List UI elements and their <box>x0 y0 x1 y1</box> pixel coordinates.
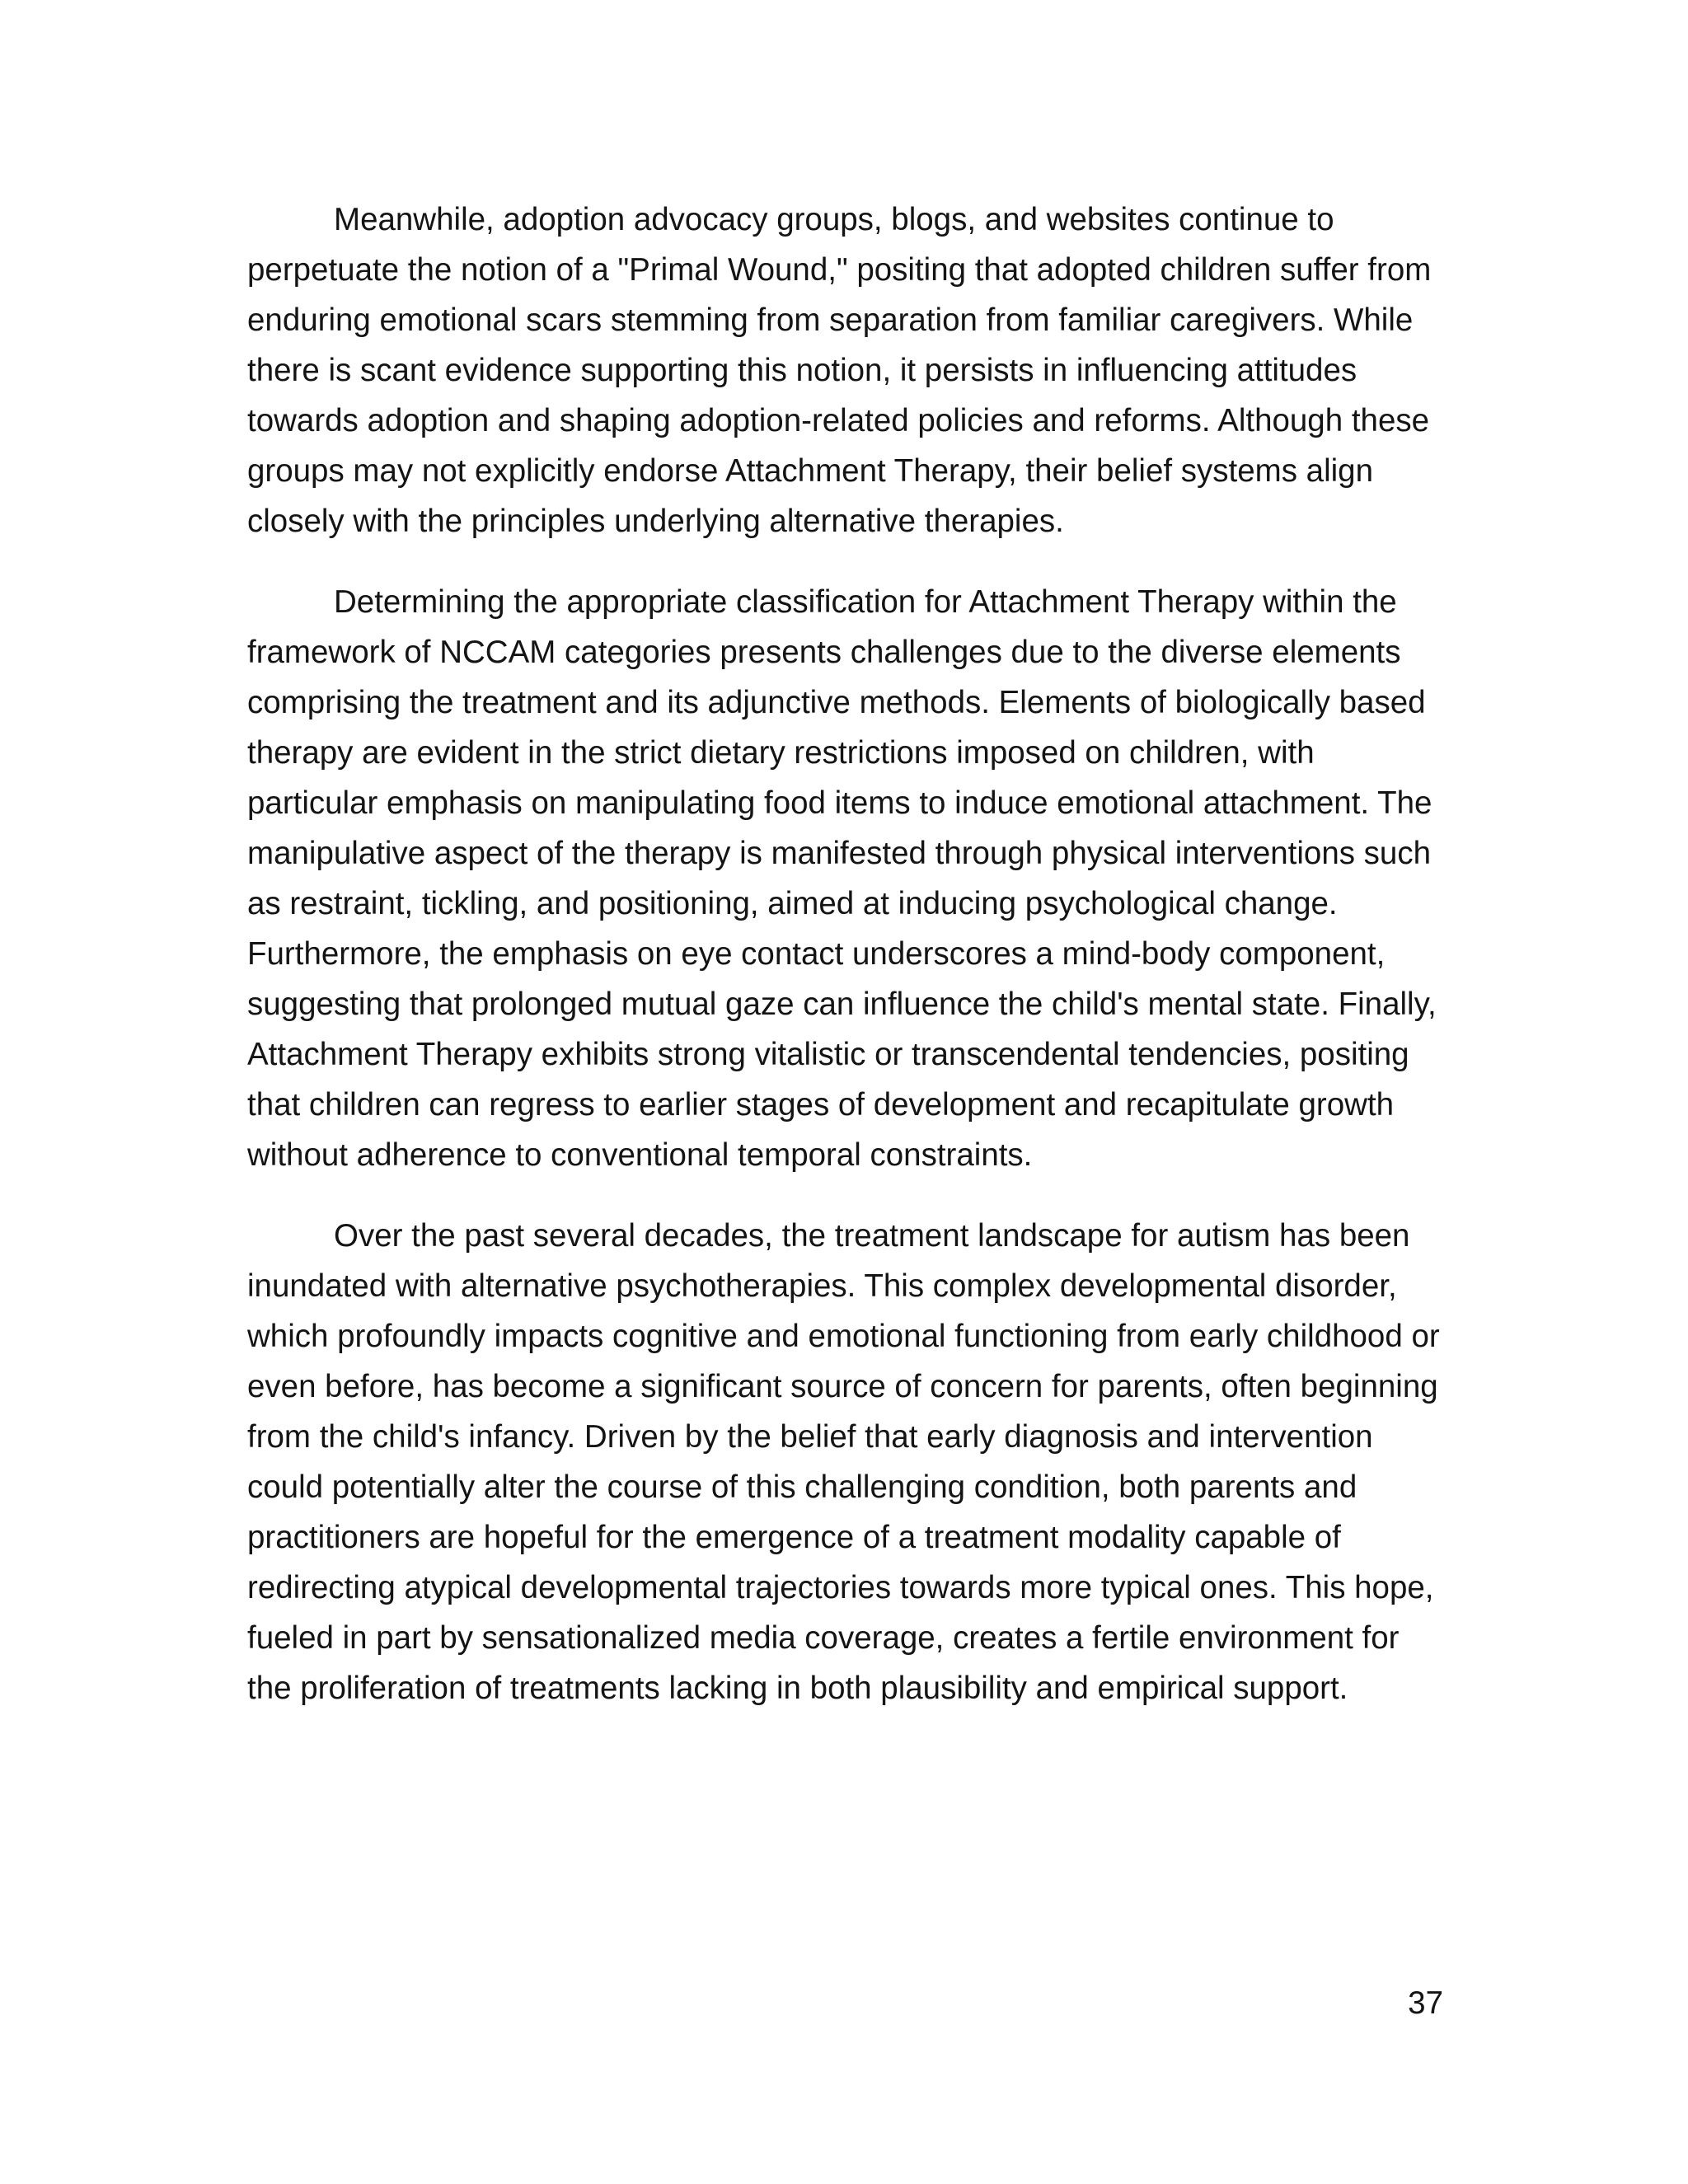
page-number: 37 <box>1408 1985 1443 2021</box>
body-text <box>247 194 1442 1744</box>
paragraph-nccam-classification: Determining the appropriate classification for Attachment Therapy within the framework of NCCAM categories presents challenges due to the diverse elements comprising the treatment and its adjunctive methods. Elements of biologically based therapy are evident in the strict dietary restrictions imposed on children, with particular emphasis on manipulating food items to induce emotional attachment. The manipulative aspect of the therapy is manifested through physical interventions such as restraint, tickling, and positioning, aimed at inducing psychological change. Furthermore, the emphasis on eye contact underscores a mind-body component, suggesting that prolonged mutual gaze can influence the child's mental state. Finally, Attachment Therapy exhibits strong vitalistic or transcendental tendencies, positing that children can regress to earlier stages of development and recapitulate growth without adherence to conventional temporal constraints. <box>247 584 1437 1173</box>
paragraph-adoption-advocacy: Meanwhile, adoption advocacy groups, blogs, and websites continue to perpetuate the notion of a "Primal Wound," positing that adopted children suffer from enduring emotional scars stemming from separation from familiar caregivers. While there is scant evidence supporting this notion, it persists in influencing attitudes towards adoption and shaping adoption-related policies and reforms. Although these groups may not explicitly endorse Attachment Therapy, their belief systems align closely with the principles underlying alternative therapies. <box>247 202 1432 539</box>
paragraph-autism-treatments: Over the past several decades, the treatment landscape for autism has been inundated with alternative psychotherapies. This complex developmental disorder, which profoundly impacts cognitive and emotional functioning from early childhood or even before, has become a significant source of concern for parents, often beginning from the child's infancy. Driven by the belief that early diagnosis and intervention could potentially alter the course of this challenging condition, both parents and practitioners are hopeful for the emergence of a treatment modality capable of redirecting atypical developmental trajectories towards more typical ones. This hope, fueled in part by sensationalized media coverage, creates a fertile environment for the proliferation of treatments lacking in both plausibility and empirical support. <box>247 1218 1440 1706</box>
